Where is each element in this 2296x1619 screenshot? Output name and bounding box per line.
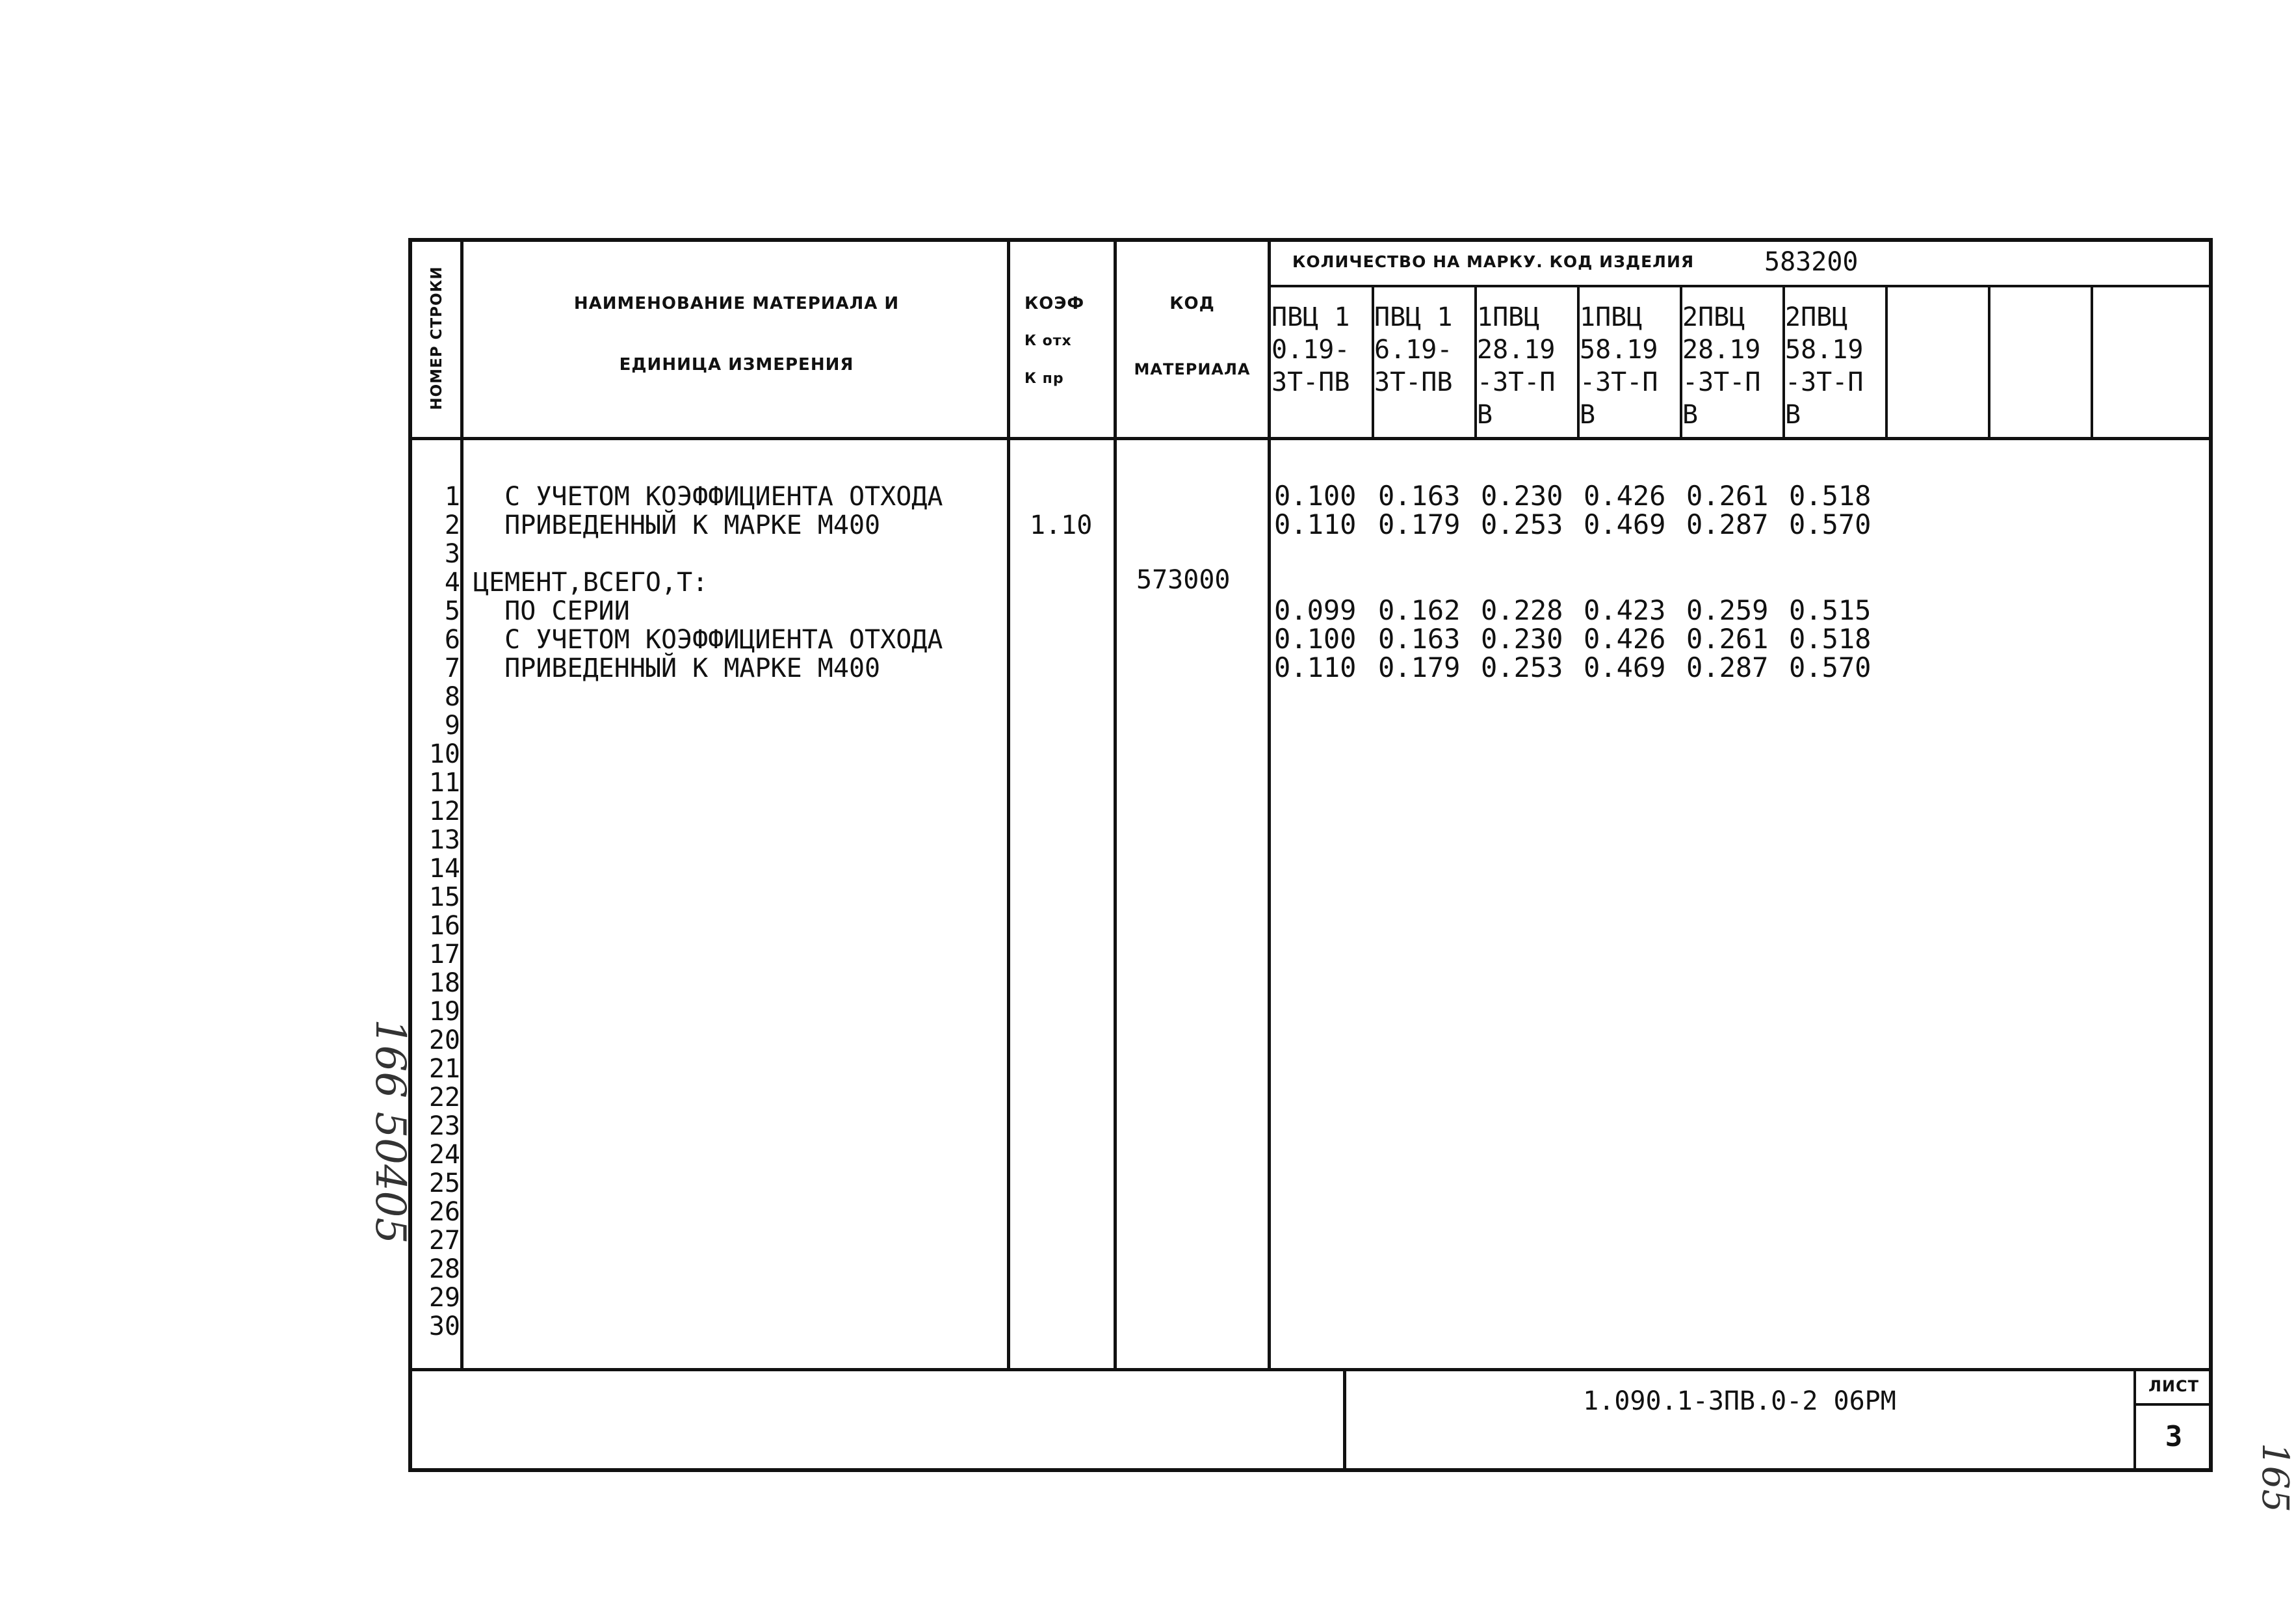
row-number: 28 (428, 1254, 460, 1284)
row-number: 3 (444, 539, 460, 569)
product-4-line-4: В (1580, 400, 1596, 430)
row-number: 6 (444, 625, 460, 655)
product-2-line-1: ПВЦ 1 (1374, 302, 1453, 332)
quantity-value: 0.163 (1378, 623, 1461, 655)
row-number: 29 (428, 1283, 460, 1313)
quantity-value: 0.469 (1584, 652, 1666, 683)
document-code: 1.090.1-3ПВ.0-2 06РМ (1583, 1386, 1896, 1416)
material-name: ПРИВЕДЕННЫЙ К МАРКЕ М400 (473, 510, 881, 540)
product-5-line-2: 28.19 (1682, 335, 1761, 365)
row-number: 19 (428, 997, 460, 1027)
frame-top (410, 238, 2211, 242)
quantity-value: 0.570 (1789, 508, 1872, 540)
sheet-box-mid (2135, 1403, 2210, 1406)
coefficient-value: 1.10 (1030, 510, 1093, 540)
material-name: ПО СЕРИИ (473, 596, 630, 626)
row-number: 4 (444, 568, 460, 598)
row-number: 15 (428, 882, 460, 912)
product-3-line-3: -3Т-П (1477, 367, 1556, 397)
prod-divider-6 (1885, 286, 1888, 438)
row-number: 8 (444, 682, 460, 712)
code-header-line2: МАТЕРИАЛА (1134, 360, 1251, 378)
left-margin-handwriting: 166 50405 (366, 1018, 414, 1244)
quantity-value: 0.230 (1481, 623, 1563, 655)
row-number: 2 (444, 510, 460, 540)
row-number: 7 (444, 653, 460, 683)
stamp-divider (1343, 1369, 1346, 1471)
quantity-value: 0.261 (1686, 623, 1769, 655)
col-divider-name (1007, 238, 1010, 1369)
row-number: 18 (428, 968, 460, 998)
row-number: 5 (444, 596, 460, 626)
row-number: 27 (428, 1226, 460, 1256)
header-bottom-line (410, 437, 2211, 440)
quantity-value: 0.261 (1686, 480, 1769, 512)
material-code: 573000 (1136, 565, 1231, 595)
col-divider-rownum (460, 238, 463, 1369)
quantity-value: 0.287 (1686, 652, 1769, 683)
col-divider-code (1268, 238, 1271, 1369)
frame-bottom (410, 1468, 2211, 1472)
material-name: ЦЕМЕНТ,ВСЕГО,Т: (473, 568, 709, 598)
quantity-value: 0.423 (1584, 594, 1666, 626)
product-2-line-3: 3Т-ПВ (1374, 367, 1453, 397)
name-header-line2: ЕДИНИЦА ИЗМЕРЕНИЯ (619, 355, 854, 375)
product-3-line-1: 1ПВЦ (1477, 302, 1540, 332)
product-6-line-3: -3Т-П (1785, 367, 1864, 397)
quantity-value: 0.515 (1789, 594, 1872, 626)
quantity-value: 0.099 (1274, 594, 1357, 626)
prod-divider-7 (1988, 286, 1990, 438)
row-number: 16 (428, 911, 460, 941)
product-5-line-1: 2ПВЦ (1682, 302, 1745, 332)
sheet-box-left (2133, 1369, 2136, 1471)
quantity-value: 0.110 (1274, 508, 1357, 540)
quantity-value: 0.179 (1378, 652, 1461, 683)
product-4-line-2: 58.19 (1580, 335, 1658, 365)
coef-header-line1: КОЭФ (1024, 294, 1085, 313)
row-number: 30 (428, 1311, 460, 1341)
row-number: 13 (428, 825, 460, 855)
material-name: С УЧЕТОМ КОЭФФИЦИЕНТА ОТХОДА (473, 482, 943, 512)
product-6-line-1: 2ПВЦ (1785, 302, 1848, 332)
quantity-value: 0.287 (1686, 508, 1769, 540)
row-number: 23 (428, 1111, 460, 1141)
coef-header-line3: К пр (1024, 371, 1064, 387)
sheet-label: ЛИСТ (2148, 1377, 2199, 1395)
quantity-value: 0.253 (1481, 652, 1563, 683)
row-number: 24 (428, 1140, 460, 1170)
frame-left (408, 238, 412, 1472)
prod-divider-8 (2091, 286, 2093, 438)
quantity-value: 0.163 (1378, 480, 1461, 512)
product-2-line-2: 6.19- (1374, 335, 1453, 365)
body-bottom-line (410, 1368, 2211, 1371)
product-4-line-1: 1ПВЦ (1580, 302, 1643, 332)
quantity-value: 0.230 (1481, 480, 1563, 512)
product-1-line-1: ПВЦ 1 (1272, 302, 1350, 332)
product-1-line-3: 3Т-ПВ (1272, 367, 1350, 397)
qty-header-line (1269, 285, 2210, 287)
product-1-line-2: 0.19- (1272, 335, 1350, 365)
quantity-value: 0.228 (1481, 594, 1563, 626)
quantity-value: 0.570 (1789, 652, 1872, 683)
row-number: 22 (428, 1083, 460, 1112)
row-number: 9 (444, 711, 460, 741)
code-header-line1: КОД (1169, 294, 1215, 313)
right-margin-handwriting: 165 (2253, 1443, 2296, 1512)
product-5-line-4: В (1682, 400, 1699, 430)
product-3-line-4: В (1477, 400, 1493, 430)
quantity-value: 0.162 (1378, 594, 1461, 626)
name-header-line1: НАИМЕНОВАНИЕ МАТЕРИАЛА И (573, 294, 900, 313)
quantity-value: 0.179 (1378, 508, 1461, 540)
row-number: 20 (428, 1025, 460, 1055)
quantity-value: 0.100 (1274, 623, 1357, 655)
row-number: 1 (444, 482, 460, 512)
row-number: 21 (428, 1054, 460, 1084)
quantity-value: 0.100 (1274, 480, 1357, 512)
quantity-value: 0.518 (1789, 623, 1872, 655)
quantity-value: 0.259 (1686, 594, 1769, 626)
product-3-line-2: 28.19 (1477, 335, 1556, 365)
row-number: 17 (428, 940, 460, 969)
material-name: С УЧЕТОМ КОЭФФИЦИЕНТА ОТХОДА (473, 625, 943, 655)
product-6-line-4: В (1785, 400, 1801, 430)
col-divider-coef (1114, 238, 1117, 1369)
frame-right (2209, 238, 2213, 1472)
row-number: 26 (428, 1197, 460, 1227)
product-4-line-3: -3Т-П (1580, 367, 1658, 397)
product-code: 583200 (1764, 247, 1859, 277)
product-6-line-2: 58.19 (1785, 335, 1864, 365)
row-number: 25 (428, 1168, 460, 1198)
row-number: 11 (428, 768, 460, 798)
quantity-value: 0.110 (1274, 652, 1357, 683)
row-number: 10 (428, 739, 460, 769)
quantity-value: 0.518 (1789, 480, 1872, 512)
row-number-header: НОМЕР СТРОКИ (428, 266, 445, 410)
qty-header-label: КОЛИЧЕСТВО НА МАРКУ. КОД ИЗДЕЛИЯ (1292, 252, 1695, 271)
product-5-line-3: -3Т-П (1682, 367, 1761, 397)
quantity-value: 0.426 (1584, 623, 1666, 655)
quantity-value: 0.426 (1584, 480, 1666, 512)
row-number: 12 (428, 796, 460, 826)
material-name: ПРИВЕДЕННЫЙ К МАРКЕ М400 (473, 653, 881, 683)
quantity-value: 0.253 (1481, 508, 1563, 540)
sheet-number: 3 (2165, 1420, 2183, 1453)
quantity-value: 0.469 (1584, 508, 1666, 540)
coef-header-line2: К отх (1024, 333, 1072, 349)
row-number: 14 (428, 854, 460, 884)
